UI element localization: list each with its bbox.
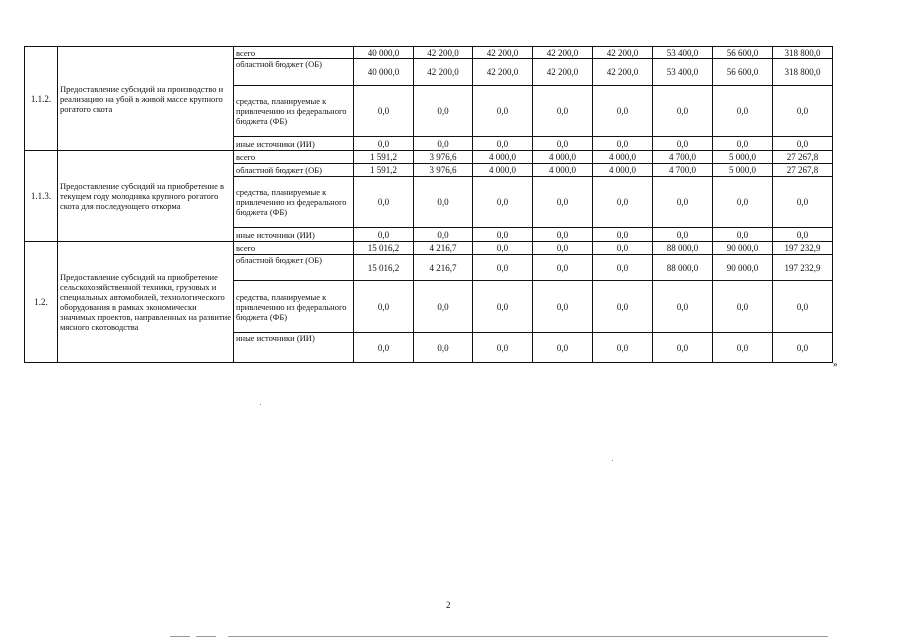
closing-quote: » (833, 359, 838, 369)
value-cell: 0,0 (653, 281, 713, 333)
scan-edge-line (196, 636, 216, 637)
source-label: всего (234, 47, 354, 59)
value-cell: 0,0 (653, 333, 713, 363)
value-cell: 0,0 (773, 281, 833, 333)
value-cell: 0,0 (773, 177, 833, 228)
value-cell: 0,0 (533, 281, 593, 333)
value-cell: 0,0 (354, 86, 414, 137)
value-cell: 0,0 (414, 333, 473, 363)
value-cell: 0,0 (414, 86, 473, 137)
value-cell: 90 000,0 (713, 255, 773, 281)
value-cell: 40 000,0 (354, 59, 414, 86)
value-cell: 0,0 (593, 242, 653, 255)
value-cell: 15 016,2 (354, 242, 414, 255)
value-cell: 27 267,8 (773, 164, 833, 177)
value-cell: 0,0 (354, 228, 414, 242)
value-cell: 0,0 (653, 177, 713, 228)
value-cell: 5 000,0 (713, 164, 773, 177)
source-label: иные источники (ИИ) (234, 333, 354, 363)
value-cell: 0,0 (593, 86, 653, 137)
item-number: 1.1.3. (25, 151, 58, 242)
value-cell: 88 000,0 (653, 255, 713, 281)
value-cell: 4 700,0 (653, 151, 713, 164)
source-label: средства, планируемые к привлечению из федерального бюджета (ФБ) (234, 86, 354, 137)
value-cell: 0,0 (593, 333, 653, 363)
value-cell: 318 800,0 (773, 47, 833, 59)
source-label: областной бюджет (ОБ) (234, 59, 354, 86)
source-label: иные источники (ИИ) (234, 137, 354, 151)
value-cell: 0,0 (713, 177, 773, 228)
value-cell: 0,0 (533, 333, 593, 363)
value-cell: 0,0 (713, 281, 773, 333)
value-cell: 0,0 (773, 86, 833, 137)
value-cell: 0,0 (533, 242, 593, 255)
value-cell: 0,0 (473, 228, 533, 242)
item-number: 1.1.2. (25, 47, 58, 151)
value-cell: 42 200,0 (414, 47, 473, 59)
value-cell: 0,0 (473, 255, 533, 281)
value-cell: 0,0 (653, 137, 713, 151)
value-cell: 0,0 (593, 177, 653, 228)
value-cell: 53 400,0 (653, 59, 713, 86)
value-cell: 4 216,7 (414, 242, 473, 255)
value-cell: 0,0 (533, 137, 593, 151)
value-cell: 4 000,0 (473, 151, 533, 164)
value-cell: 1 591,2 (354, 151, 414, 164)
value-cell: 40 000,0 (354, 47, 414, 59)
value-cell: 4 000,0 (533, 151, 593, 164)
value-cell: 0,0 (533, 255, 593, 281)
value-cell: 3 976,6 (414, 164, 473, 177)
value-cell: 0,0 (473, 137, 533, 151)
value-cell: 4 000,0 (593, 164, 653, 177)
value-cell: 88 000,0 (653, 242, 713, 255)
value-cell: 53 400,0 (653, 47, 713, 59)
value-cell: 0,0 (473, 242, 533, 255)
value-cell: 0,0 (354, 177, 414, 228)
value-cell: 0,0 (713, 137, 773, 151)
value-cell: 0,0 (713, 228, 773, 242)
page-number: 2 (446, 600, 451, 610)
value-cell: 0,0 (414, 137, 473, 151)
value-cell: 56 600,0 (713, 47, 773, 59)
value-cell: 42 200,0 (593, 47, 653, 59)
value-cell: 318 800,0 (773, 59, 833, 86)
scan-edge-line (170, 636, 190, 637)
value-cell: 56 600,0 (713, 59, 773, 86)
value-cell: 15 016,2 (354, 255, 414, 281)
source-label: средства, планируемые к привлечению из федерального бюджета (ФБ) (234, 177, 354, 228)
table-row (25, 242, 833, 255)
value-cell: 0,0 (593, 255, 653, 281)
value-cell: 0,0 (773, 137, 833, 151)
value-cell: 0,0 (713, 86, 773, 137)
item-number: 1.2. (25, 242, 58, 363)
value-cell: 197 232,9 (773, 242, 833, 255)
value-cell: 4 000,0 (473, 164, 533, 177)
value-cell: 3 976,6 (414, 151, 473, 164)
value-cell: 0,0 (593, 281, 653, 333)
source-label: всего (234, 151, 354, 164)
value-cell: 90 000,0 (713, 242, 773, 255)
value-cell: 0,0 (414, 228, 473, 242)
value-cell: 4 000,0 (533, 164, 593, 177)
source-label: иные источники (ИИ) (234, 228, 354, 242)
scan-speck (260, 404, 261, 405)
value-cell: 0,0 (653, 86, 713, 137)
value-cell: 0,0 (533, 177, 593, 228)
value-cell: 0,0 (354, 333, 414, 363)
value-cell: 1 591,2 (354, 164, 414, 177)
value-cell: 0,0 (354, 137, 414, 151)
value-cell: 0,0 (593, 137, 653, 151)
source-label: средства, планируемые к привлечению из федерального бюджета (ФБ) (234, 281, 354, 333)
table-row (25, 47, 833, 59)
value-cell: 42 200,0 (473, 47, 533, 59)
value-cell: 42 200,0 (414, 59, 473, 86)
value-cell: 0,0 (773, 228, 833, 242)
value-cell: 42 200,0 (593, 59, 653, 86)
table-row (25, 151, 833, 164)
value-cell: 5 000,0 (713, 151, 773, 164)
value-cell: 27 267,8 (773, 151, 833, 164)
value-cell: 4 700,0 (653, 164, 713, 177)
value-cell: 0,0 (414, 177, 473, 228)
scan-speck (612, 460, 613, 461)
item-name: Предоставление субсидий на приобретение сельскохозяйственной техники, грузовых и специальных автомобилей, технологического оборудования в рамках экономически значимых проектов, направленных на развитие мясного скотоводства (58, 242, 234, 363)
value-cell: 0,0 (414, 281, 473, 333)
value-cell: 0,0 (473, 86, 533, 137)
value-cell: 0,0 (773, 333, 833, 363)
value-cell: 0,0 (473, 333, 533, 363)
value-cell: 0,0 (354, 281, 414, 333)
value-cell: 42 200,0 (533, 47, 593, 59)
value-cell: 0,0 (533, 86, 593, 137)
value-cell: 42 200,0 (533, 59, 593, 86)
source-label: областной бюджет (ОБ) (234, 255, 354, 281)
value-cell: 197 232,9 (773, 255, 833, 281)
value-cell: 42 200,0 (473, 59, 533, 86)
item-name: Предоставление субсидий на приобретение в текущем году молодняка крупного рогатого скота для последующего откорма (58, 151, 234, 242)
value-cell: 0,0 (473, 177, 533, 228)
source-label: всего (234, 242, 354, 255)
value-cell: 0,0 (473, 281, 533, 333)
value-cell: 0,0 (713, 333, 773, 363)
value-cell: 4 216,7 (414, 255, 473, 281)
value-cell: 4 000,0 (593, 151, 653, 164)
source-label: областной бюджет (ОБ) (234, 164, 354, 177)
budget-table (24, 46, 833, 363)
value-cell: 0,0 (533, 228, 593, 242)
value-cell: 0,0 (653, 228, 713, 242)
item-name: Предоставление субсидий на производство и реализацию на убой в живой массе крупного рогатого скота (58, 47, 234, 151)
scan-edge-line (228, 636, 828, 637)
value-cell: 0,0 (593, 228, 653, 242)
